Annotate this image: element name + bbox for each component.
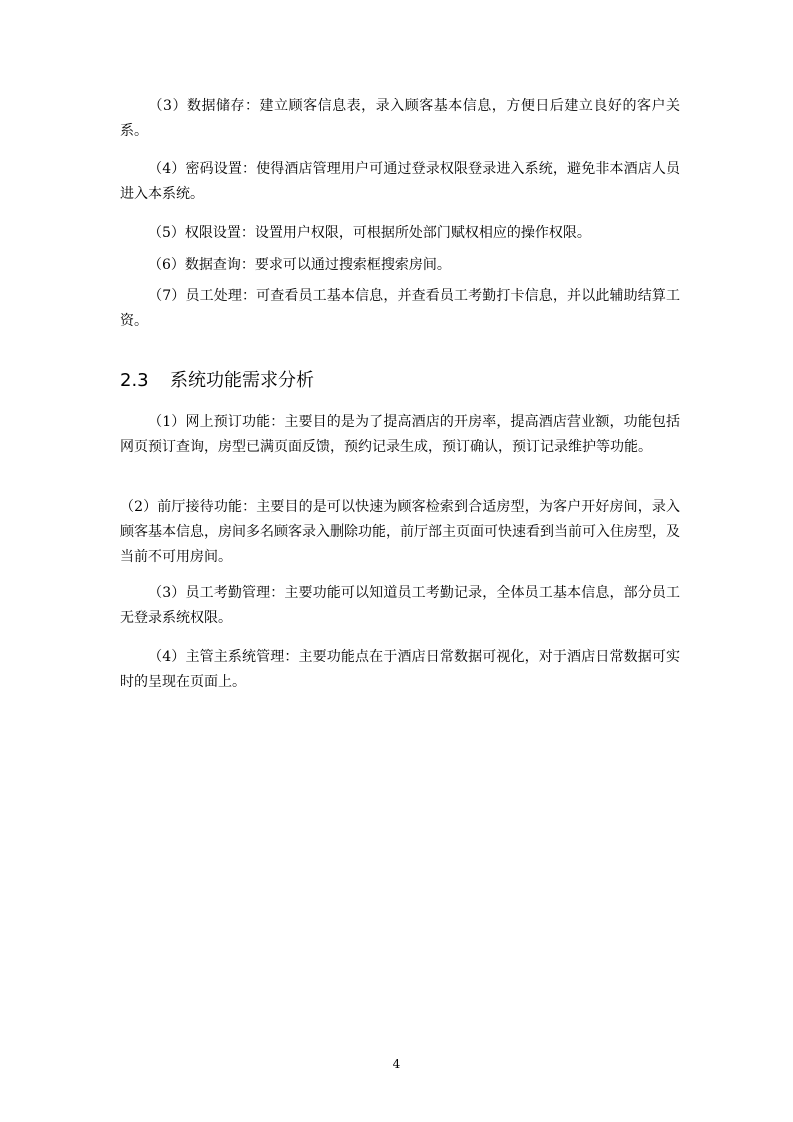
paragraph-online-booking: [120, 410, 680, 460]
paragraph-staff-processing: [120, 284, 680, 334]
paragraph-text: （2）前厅接待功能：主要目的是可以快速为顾客检索到合适房型，为客户开好房间，录入顾客基本信息，房间多名顾客录入删除功能，前厅部主页面可快速看到当前可入住房型，及当前不可用房间。: [120, 499, 680, 565]
paragraph-text: （1）网上预订功能：主要目的是为了提高酒店的开房率，提高酒店营业额，功能包括网页预订查询，房型已满页面反馈，预约记录生成，预订确认，预订记录维护等功能。: [120, 414, 680, 455]
paragraph-text: （7）员工处理：可查看员工基本信息，并查看员工考勤打卡信息，并以此辅助结算工资。: [120, 288, 680, 329]
paragraph-text: （5）权限设置：设置用户权限，可根据所处部门赋权相应的操作权限。: [148, 225, 591, 241]
section-heading: [120, 367, 314, 395]
paragraph-text: （4）密码设置：使得酒店管理用户可通过登录权限登录进入系统，避免非本酒店人员进入本系统。: [120, 161, 680, 202]
page-number: 4: [392, 1057, 401, 1071]
paragraph-data-storage: [120, 94, 680, 144]
paragraph-permission-setting: [120, 221, 680, 246]
paragraph-text: （4）主管主系统管理：主要功能点在于酒店日常数据可视化，对于酒店日常数据可实时的呈现在页面上。: [120, 649, 680, 690]
paragraph-text: （3）员工考勤管理：主要功能可以知道员工考勤记录，全体员工基本信息，部分员工无登录系统权限。: [120, 585, 680, 626]
paragraph-text: （3）数据储存：建立顾客信息表，录入顾客基本信息，方便日后建立良好的客户关系。: [120, 98, 680, 139]
paragraph-supervisor-system: [120, 645, 680, 695]
paragraph-attendance: [120, 581, 680, 631]
section-title: 系统功能需求分析: [170, 370, 314, 391]
paragraph-password-setting: [120, 157, 680, 207]
paragraph-text: （6）数据查询：要求可以通过搜索框搜索房间。: [148, 257, 451, 273]
section-number: 2.3: [120, 370, 149, 391]
paragraph-data-query: [120, 253, 680, 278]
paragraph-front-desk: [120, 495, 680, 570]
